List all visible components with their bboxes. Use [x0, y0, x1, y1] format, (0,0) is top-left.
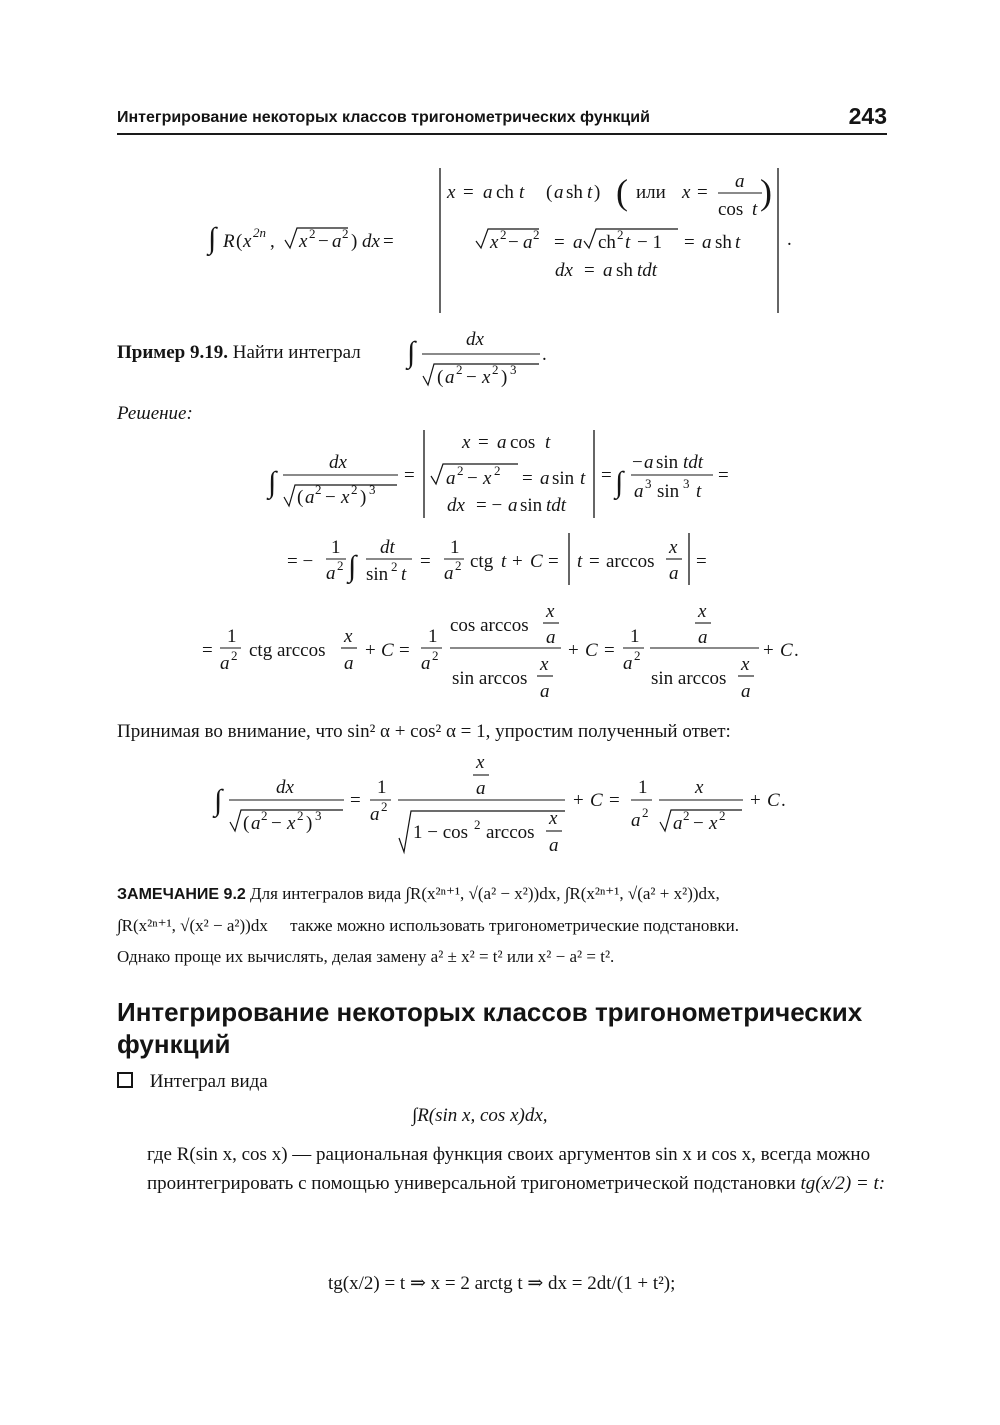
svg-text:a: a	[332, 231, 342, 252]
section-heading: Интегрирование некоторых классов тригонометрических функций	[117, 997, 863, 1059]
svg-text:t: t	[587, 182, 593, 203]
svg-text:2: 2	[474, 817, 481, 832]
svg-text:): )	[306, 813, 313, 834]
svg-text:x: x	[243, 231, 252, 252]
svg-text:): )	[360, 487, 367, 508]
svg-text:a: a	[549, 835, 559, 856]
svg-text:a: a	[554, 182, 564, 203]
svg-text:x: x	[546, 601, 555, 622]
svg-text:.: .	[542, 344, 547, 365]
note-label: ЗАМЕЧАНИЕ 9.2	[117, 886, 246, 903]
svg-text:=: =	[604, 640, 615, 661]
svg-text:t: t	[401, 564, 407, 585]
svg-text:−: −	[466, 367, 477, 388]
svg-text:): )	[594, 182, 601, 203]
svg-text:dx: dx	[329, 452, 347, 473]
svg-text:x: x	[549, 808, 558, 829]
integral-intro-text: Интеграл вида	[149, 1071, 268, 1092]
svg-text:x: x	[287, 813, 296, 834]
svg-text:=: =	[404, 465, 415, 486]
description-text: где R(sin x, cos x) — рациональная функция своих аргументов sin x и cos x, всегда можно проинтегрировать с помощью универсальной тригонометрической подстановки	[147, 1144, 871, 1194]
svg-text:=: =	[420, 551, 431, 572]
svg-text:= −: = −	[476, 495, 503, 516]
svg-text:t: t	[580, 468, 586, 489]
svg-text:a: a	[631, 810, 641, 831]
svg-text:=: =	[609, 790, 620, 811]
integral-intro	[117, 1071, 268, 1093]
svg-text:∫: ∫	[268, 466, 277, 499]
svg-text:sin: sin	[366, 564, 389, 585]
svg-text:=: =	[584, 260, 595, 281]
svg-text:1: 1	[377, 777, 387, 798]
svg-text:dx: dx	[447, 495, 465, 516]
svg-text:x: x	[299, 231, 308, 252]
svg-text:cos: cos	[510, 432, 536, 453]
svg-text:tdt: tdt	[546, 495, 567, 516]
svg-text:2: 2	[297, 808, 304, 823]
svg-text:1 − cos: 1 − cos	[413, 822, 469, 843]
svg-text:+: +	[512, 551, 523, 572]
svg-text:−: −	[318, 231, 329, 252]
svg-text:2: 2	[381, 799, 388, 814]
svg-text:tdt: tdt	[637, 260, 658, 281]
svg-text:3: 3	[315, 808, 322, 823]
svg-text:x: x	[447, 182, 456, 203]
svg-text:=: =	[589, 551, 600, 572]
svg-text:a: a	[623, 653, 633, 674]
svg-text:C: C	[530, 551, 543, 572]
note-integral-2: ∫R(x²ⁿ⁺¹, √(a² + x²))dx,	[564, 884, 720, 903]
svg-text:a: a	[508, 495, 518, 516]
svg-text:x: x	[341, 487, 350, 508]
svg-text:t: t	[501, 551, 507, 572]
svg-text:a: a	[644, 452, 654, 473]
page-number: 243	[848, 103, 887, 129]
svg-text:a: a	[573, 232, 583, 253]
svg-text:2: 2	[457, 463, 464, 478]
svg-text:(: (	[297, 487, 304, 508]
svg-text:): )	[351, 231, 358, 252]
svg-text:=: =	[601, 465, 612, 486]
svg-text:x: x	[698, 601, 707, 622]
svg-text:2n: 2n	[253, 225, 266, 240]
svg-text:R: R	[223, 231, 235, 252]
svg-text:tdt: tdt	[683, 452, 704, 473]
svg-text:1: 1	[450, 537, 460, 558]
svg-text:sin: sin	[656, 452, 679, 473]
svg-text:dx: dx	[362, 231, 380, 252]
svg-text:C: C	[590, 790, 603, 811]
substitution-formula: tg(x/2) = t ⇒ x = 2 arctg t ⇒ dx = 2dt/(1 + t²);	[328, 1273, 676, 1294]
svg-text:x: x	[540, 654, 549, 675]
svg-text:C: C	[767, 790, 780, 811]
svg-text:1: 1	[227, 626, 237, 647]
svg-text:1: 1	[428, 626, 438, 647]
svg-text:= −: = −	[287, 551, 314, 572]
running-title: Интегрирование некоторых классов тригонометрических функций	[117, 109, 650, 126]
note-integral-1: ∫R(x²ⁿ⁺¹, √(a² − x²))dx,	[405, 884, 561, 903]
description-substitution: tg(x/2) = t:	[800, 1173, 886, 1194]
svg-text:3: 3	[510, 362, 517, 377]
svg-text:a: a	[669, 563, 679, 584]
svg-text:2: 2	[342, 226, 349, 241]
svg-text:2: 2	[492, 362, 499, 377]
svg-text:a: a	[497, 432, 507, 453]
svg-text:2: 2	[432, 648, 439, 663]
svg-text:∫: ∫	[615, 466, 624, 499]
svg-text:t: t	[545, 432, 551, 453]
note-line-3: Однако проще их вычислять, делая замену a² ± x² = t² или x² − a² = t².	[117, 947, 615, 966]
svg-text:x: x	[669, 537, 678, 558]
svg-text:C: C	[381, 640, 394, 661]
svg-text:=: =	[399, 640, 410, 661]
svg-text:ctg arccos: ctg arccos	[249, 640, 326, 661]
svg-text:ch: ch	[598, 232, 616, 253]
svg-text:−: −	[632, 452, 643, 473]
svg-text:=: =	[350, 790, 361, 811]
svg-text:C: C	[780, 640, 793, 661]
svg-text:.: .	[787, 229, 792, 250]
svg-text:2: 2	[500, 227, 507, 242]
svg-text:+: +	[568, 640, 579, 661]
svg-text:∫: ∫	[208, 222, 217, 255]
svg-text:−: −	[467, 468, 478, 489]
svg-text:x: x	[709, 813, 718, 834]
svg-text:C: C	[585, 640, 598, 661]
svg-text:sh: sh	[616, 260, 633, 281]
svg-text:=: =	[478, 432, 489, 453]
svg-text:=: =	[684, 232, 695, 253]
svg-text:− 1: − 1	[637, 232, 662, 253]
svg-text:2: 2	[719, 808, 726, 823]
svg-text:x: x	[462, 432, 471, 453]
svg-text:dx: dx	[466, 329, 484, 350]
svg-text:t: t	[577, 551, 583, 572]
svg-text:a: a	[326, 563, 336, 584]
svg-text:cos: cos	[718, 199, 744, 220]
svg-text:2: 2	[634, 648, 641, 663]
svg-text:2: 2	[309, 226, 316, 241]
svg-text:sh: sh	[566, 182, 583, 203]
svg-text:ch: ch	[496, 182, 514, 203]
svg-text:a: a	[305, 487, 315, 508]
note-line1-start: Для интегралов вида	[250, 884, 402, 903]
svg-text:x: x	[695, 777, 704, 798]
svg-text:a: a	[546, 627, 556, 648]
svg-text:или: или	[636, 182, 666, 203]
svg-text:x: x	[344, 626, 353, 647]
svg-text:x: x	[482, 367, 491, 388]
svg-text:∫: ∫	[214, 784, 223, 817]
svg-text:3: 3	[645, 476, 652, 491]
svg-text:a: a	[741, 681, 751, 702]
svg-text:2: 2	[337, 558, 344, 573]
svg-text:3: 3	[369, 482, 376, 497]
svg-text:a: a	[446, 468, 456, 489]
svg-text:1: 1	[331, 537, 341, 558]
svg-text:.: .	[781, 790, 786, 811]
svg-text:+: +	[750, 790, 761, 811]
svg-text:=: =	[548, 551, 559, 572]
svg-text:ctg: ctg	[470, 551, 494, 572]
svg-text:dx: dx	[555, 260, 573, 281]
svg-text:(: (	[243, 813, 250, 834]
svg-text:x: x	[741, 654, 750, 675]
svg-text:dx: dx	[276, 777, 294, 798]
svg-text:): )	[501, 367, 508, 388]
example-text: Найти интеграл	[232, 342, 361, 363]
svg-text:−: −	[693, 813, 704, 834]
svg-text:2: 2	[683, 808, 690, 823]
svg-text:=: =	[383, 231, 394, 252]
svg-text:2: 2	[494, 463, 501, 478]
svg-text:2: 2	[642, 805, 649, 820]
svg-text:a: a	[523, 232, 533, 253]
svg-text:sin: sin	[657, 481, 680, 502]
svg-text:a: a	[344, 653, 354, 674]
svg-text:∫: ∫	[348, 550, 357, 583]
svg-text:−: −	[325, 487, 336, 508]
svg-text:+: +	[763, 640, 774, 661]
note-line-2	[117, 912, 739, 939]
solution-label: Решение:	[117, 403, 193, 424]
svg-text:sin: sin	[552, 468, 575, 489]
svg-text:,: ,	[270, 231, 275, 252]
svg-text:2: 2	[455, 558, 462, 573]
svg-text:x: x	[483, 468, 492, 489]
svg-text:3: 3	[683, 476, 690, 491]
svg-text:(: (	[546, 182, 553, 203]
svg-text:(: (	[236, 231, 243, 252]
svg-text:t: t	[519, 182, 525, 203]
svg-text:a: a	[603, 260, 613, 281]
svg-text:=: =	[697, 182, 708, 203]
svg-text:): )	[760, 172, 772, 212]
svg-text:2: 2	[391, 559, 398, 574]
svg-text:t: t	[625, 232, 631, 253]
svg-text:=: =	[554, 232, 565, 253]
identity-paragraph: Принимая во внимание, что sin² α + cos² α = 1, упростим полученный ответ:	[117, 721, 731, 742]
svg-text:2: 2	[351, 482, 358, 497]
note-line-1	[117, 880, 720, 908]
svg-text:x: x	[490, 232, 499, 253]
svg-text:1: 1	[630, 626, 640, 647]
svg-text:sh: sh	[715, 232, 732, 253]
svg-text:a: a	[421, 653, 431, 674]
svg-text:a: a	[476, 778, 486, 799]
svg-text:(: (	[616, 172, 628, 212]
svg-text:a: a	[220, 653, 230, 674]
svg-text:dt: dt	[380, 537, 395, 558]
svg-text:x: x	[476, 752, 485, 773]
svg-text:a: a	[251, 813, 261, 834]
note-integral-3: ∫R(x²ⁿ⁺¹, √(x² − a²))dx	[117, 916, 268, 935]
svg-text:a: a	[370, 804, 380, 825]
svg-text:+: +	[573, 790, 584, 811]
svg-text:a: a	[540, 681, 550, 702]
description-paragraph	[147, 1140, 887, 1198]
svg-text:2: 2	[617, 227, 624, 242]
svg-text:a: a	[483, 182, 493, 203]
svg-text:2: 2	[231, 648, 238, 663]
integral-intro-formula: ∫R(sin x, cos x)dx,	[412, 1105, 548, 1126]
svg-text:1: 1	[638, 777, 648, 798]
svg-text:a: a	[698, 627, 708, 648]
svg-text:∫: ∫	[407, 336, 416, 369]
svg-text:a: a	[735, 171, 745, 192]
svg-text:=: =	[202, 640, 213, 661]
svg-text:a: a	[444, 563, 454, 584]
checkbox-bullet-icon	[117, 1072, 133, 1088]
svg-text:a: a	[673, 813, 683, 834]
svg-text:+: +	[365, 640, 376, 661]
svg-text:cos arccos: cos arccos	[450, 615, 529, 636]
svg-text:=: =	[463, 182, 474, 203]
svg-text:x: x	[682, 182, 691, 203]
svg-text:a: a	[445, 367, 455, 388]
svg-text:=: =	[522, 468, 533, 489]
svg-text:a: a	[540, 468, 550, 489]
svg-text:sin arccos: sin arccos	[651, 668, 727, 689]
svg-text:2: 2	[533, 227, 540, 242]
svg-text:=: =	[696, 551, 707, 572]
svg-text:t: t	[752, 199, 758, 220]
svg-text:−: −	[508, 232, 519, 253]
svg-text:t: t	[735, 232, 741, 253]
svg-text:2: 2	[315, 482, 322, 497]
svg-text:=: =	[718, 465, 729, 486]
example-label: Пример 9.19.	[117, 342, 228, 363]
svg-text:arccos: arccos	[486, 822, 535, 843]
svg-text:2: 2	[261, 808, 268, 823]
svg-text:.: .	[794, 640, 799, 661]
svg-text:−: −	[271, 813, 282, 834]
svg-text:sin: sin	[520, 495, 543, 516]
svg-text:t: t	[696, 481, 702, 502]
svg-text:arccos: arccos	[606, 551, 655, 572]
svg-text:a: a	[634, 481, 644, 502]
svg-text:sin arccos: sin arccos	[452, 668, 528, 689]
svg-text:2: 2	[456, 362, 463, 377]
svg-text:a: a	[702, 232, 712, 253]
svg-text:(: (	[437, 367, 444, 388]
note-line2-text: также можно использовать тригонометрические подстановки.	[290, 916, 740, 935]
